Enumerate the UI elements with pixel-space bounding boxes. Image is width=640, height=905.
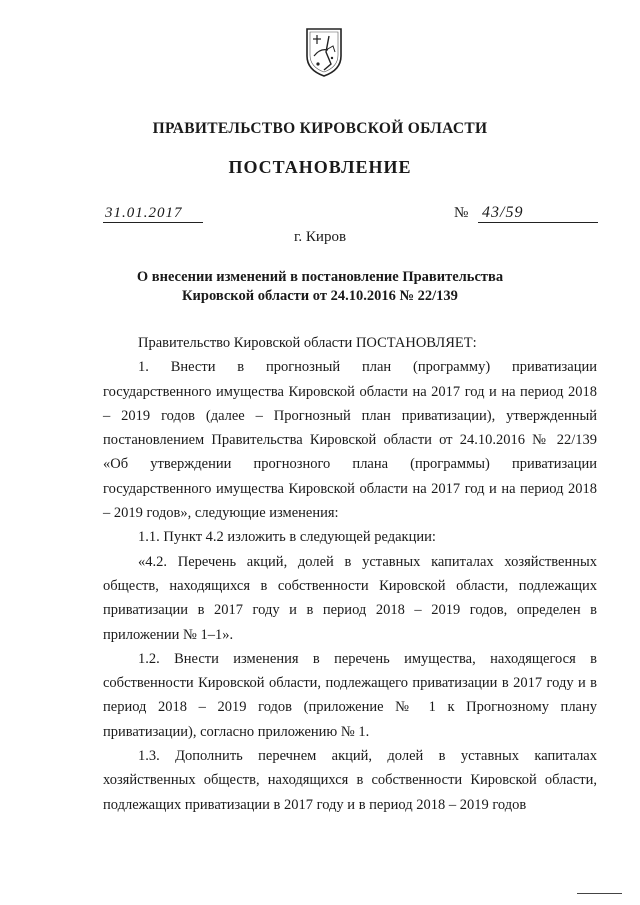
paragraph-1: 1. Внести в прогнозный план (программу) приватизации государственного имущества Кировской области на 2017 год и на период 2018 – 2019 годов (далее – Прогнозный план приватизации), утвержденный постановлением Правительства Кировской области от 24.10.2016 № 22/139 «Об утверждении прогнозного плана (программы) приватизации государственного имущества Кировской области на 2017 год и на период 2018 – 2019 годов», следующие изменения:	[103, 359, 597, 522]
document-date: 31.01.2017	[103, 205, 203, 223]
document-type: ПОСТАНОВЛЕНИЕ	[228, 157, 412, 177]
number-label: №	[454, 205, 469, 221]
footer-divider	[577, 893, 622, 894]
government-name: ПРАВИТЕЛЬСТВО КИРОВСКОЙ ОБЛАСТИ	[152, 120, 488, 137]
coat-of-arms-icon	[304, 26, 344, 78]
document-body	[103, 331, 597, 817]
city: г. Киров	[293, 229, 347, 245]
paragraph-1-1-quote: «4.2. Перечень акций, долей в уставных капиталах хозяйственных обществ, находящихся в собственности Кировской области, подлежащих приватизации в 2017 году и в период 2018 – 2019 годов, определен в приложении № 1–1».	[103, 553, 597, 643]
intro-paragraph: Правительство Кировской области ПОСТАНОВЛЯЕТ:	[138, 335, 477, 351]
paragraph-1-1: 1.1. Пункт 4.2 изложить в следующей редакции:	[138, 529, 436, 546]
document-number: 43/59	[478, 204, 598, 223]
document-subject: О внесении изменений в постановление Правительства Кировской области от 24.10.2016 № 22/139	[136, 269, 504, 304]
paragraph-1-3: 1.3. Дополнить перечнем акций, долей в уставных капиталах хозяйственных обществ, находящихся в собственности Кировской области, подлежащих приватизации в 2017 году и в период 2018 – 2019 годов	[103, 748, 597, 813]
paragraph-1-2: 1.2. Внести изменения в перечень имущества, находящегося в собственности Кировской области, подлежащего приватизации в 2017 году и в период 2018 – 2019 годов (приложение № 1 к Прогнозному плану приватизации), согласно приложению № 1.	[103, 650, 597, 740]
